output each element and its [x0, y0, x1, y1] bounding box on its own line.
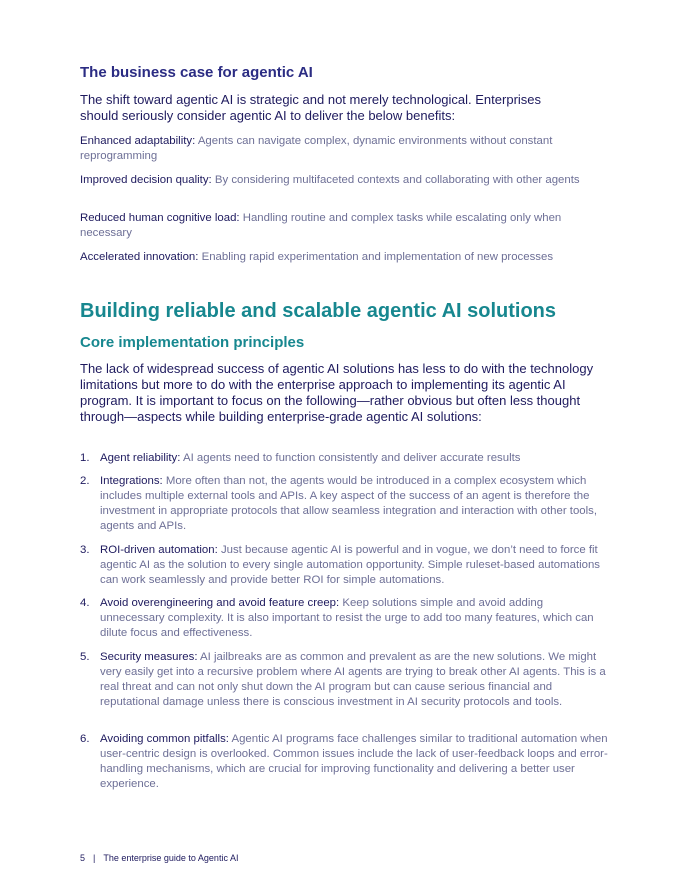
principle-body — [100, 732, 610, 792]
principle-desc: Keep solutions simple and avoid adding unnecessary complexity. It is also important to resist the urge to add too many features, which can dilute focus and effectiveness. — [100, 597, 594, 639]
benefit-term: Enhanced adaptability: — [80, 135, 196, 147]
benefit-item — [80, 250, 580, 265]
benefit-desc: Agents can navigate complex, dynamic environments without constant reprogramming — [80, 135, 553, 162]
principle-number: 6. — [80, 733, 90, 745]
benefit-term: Accelerated innovation: — [80, 251, 199, 263]
principle-desc: More often than not, the agents would be introduced in a complex ecosystem which includes multiple external tools and APIs. A key aspect of the success of an agent is therefore the investment in appropriate protocols that allow seamless integration and interaction with other tools, agents and APIs. — [100, 475, 598, 532]
principle-number: 5. — [80, 651, 90, 663]
page-footer — [80, 853, 238, 863]
footer-separator: | — [93, 853, 96, 863]
principle-term: Integrations: — [100, 475, 163, 487]
principle-desc: AI agents need to function consistently and deliver accurate results — [182, 452, 521, 464]
principle-body — [100, 543, 610, 588]
principle-number: 3. — [80, 544, 90, 556]
benefit-item — [80, 211, 580, 241]
benefit-term: Reduced human cognitive load: — [80, 212, 240, 224]
subheading-core-principles: Core implementation principles — [80, 334, 305, 351]
principle-desc: Just because agentic AI is powerful and in vogue, we don’t need to force fit agentic AI as the solution to every single automation opportunity. Simple ruleset-based automations can work seamlessly and provide better ROI for simple automations. — [100, 544, 601, 586]
principle-number: 1. — [80, 452, 90, 464]
benefit-desc: Handling routine and complex tasks while escalating only when necessary — [80, 212, 562, 239]
benefit-desc: Enabling rapid experimentation and implementation of new processes — [201, 251, 554, 263]
benefit-item — [80, 134, 580, 164]
business-case-intro: The shift toward agentic AI is strategic and not merely technological. Enterprises should seriously consider agentic AI to deliver the below benefits: — [80, 92, 542, 123]
principle-body — [100, 451, 610, 466]
principle-term: Avoid overengineering and avoid feature creep: — [100, 597, 340, 609]
principle-term: Security measures: — [100, 651, 198, 663]
benefit-desc: By considering multifaceted contexts and collaborating with other agents — [214, 174, 580, 186]
building-paragraph: The lack of widespread success of agentic AI solutions has less to do with the technology limitations but more to do with the enterprise approach to implementing its agentic AI program. It is important to focus on the following—rather obvious but often less thought through—aspects while building enterprise-grade agentic AI solutions: — [80, 361, 594, 424]
principle-term: ROI-driven automation: — [100, 544, 218, 556]
principle-body — [100, 596, 610, 641]
principle-number: 4. — [80, 597, 90, 609]
principle-body — [100, 650, 610, 710]
principle-body — [100, 474, 610, 534]
principle-desc: Agentic AI programs face challenges similar to traditional automation when user-centric design is overlooked. Common issues include the lack of user-feedback loops and error-handling mechanisms, which are crucial for improving functionality and delivering a better user experience. — [100, 733, 608, 790]
section-heading-business-case: The business case for agentic AI — [80, 64, 313, 81]
principle-term: Agent reliability: — [100, 452, 181, 464]
document-title: The enterprise guide to Agentic AI — [103, 853, 239, 863]
section-heading-building: Building reliable and scalable agentic AI solutions — [80, 300, 557, 322]
principle-desc: AI jailbreaks are as common and prevalent as are the new solutions. We might very easily get into a recursive problem where AI agents are trying to break other AI agents. This is a real threat and can not only shut down the AI program but can cause serious financial and reputational damage unless there is conscious investment in AI security protocols and tools. — [100, 651, 606, 708]
principle-term: Avoiding common pitfalls: — [100, 733, 229, 745]
benefit-term: Improved decision quality: — [80, 174, 212, 186]
page-number: 5 — [80, 853, 86, 863]
benefit-item — [80, 173, 580, 188]
principle-number: 2. — [80, 475, 90, 487]
